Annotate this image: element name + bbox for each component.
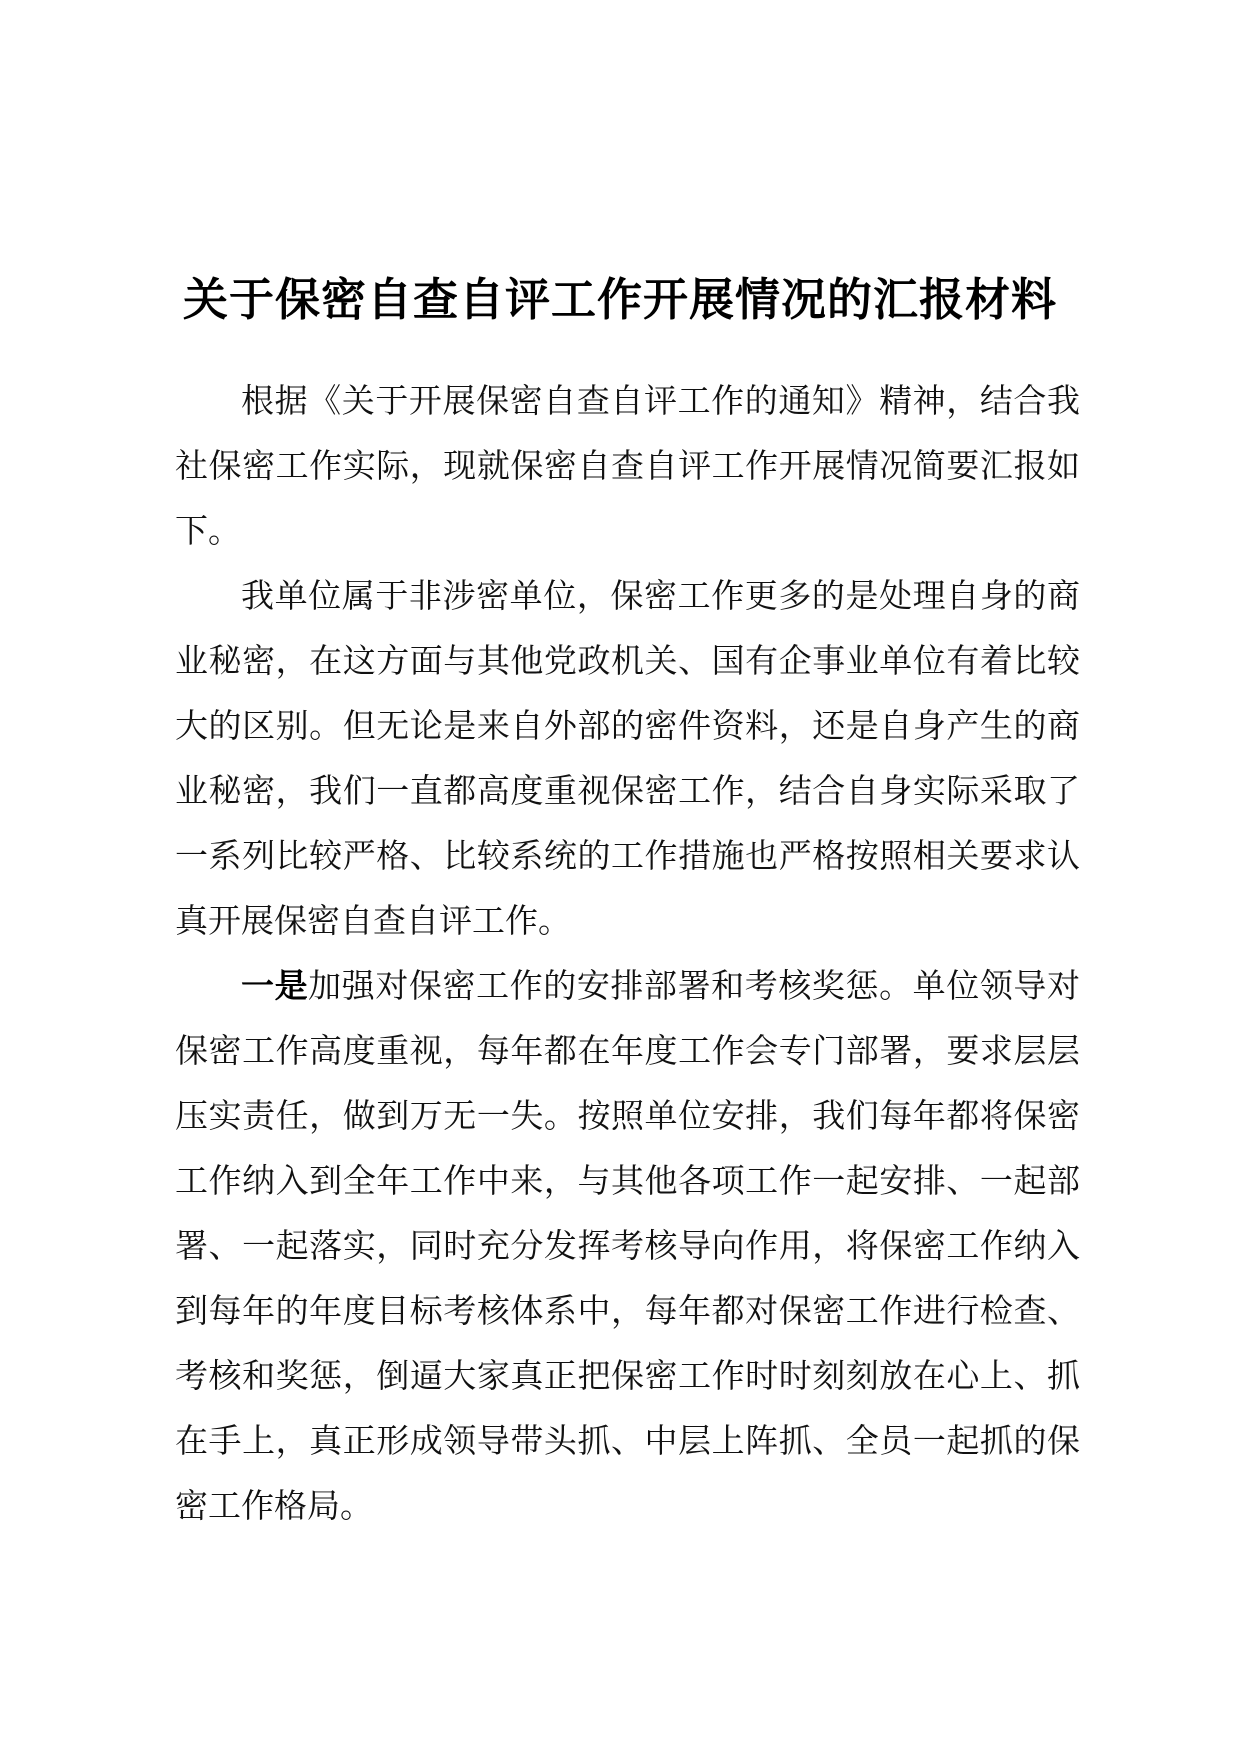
- document-body: [175, 368, 1080, 1538]
- paragraph-intro: [175, 368, 1080, 563]
- document-title: 关于保密自查自评工作开展情况的汇报材料: [182, 273, 1057, 326]
- paragraph-lead: 一是: [241, 966, 309, 1005]
- paragraph-text: 我单位属于非涉密单位，保密工作更多的是处理自身的商业秘密，在这方面与其他党政机关、国有企事业单位有着比较大的区别。但无论是来自外部的密件资料，还是自身产生的商业秘密，我们一直都高度重视保密工作，结合自身实际采取了一系列比较严格、比较系统的工作措施也严格按照相关要求认真开展保密自查自评工作。: [175, 576, 1080, 940]
- paragraph-point-one: [175, 953, 1080, 1538]
- paragraph-text: 根据《关于开展保密自查自评工作的通知》精神，结合我社保密工作实际，现就保密自查自评工作开展情况简要汇报如下。: [175, 381, 1080, 550]
- paragraph-background: [175, 563, 1080, 953]
- paragraph-text: 加强对保密工作的安排部署和考核奖惩。单位领导对保密工作高度重视，每年都在年度工作会专门部署，要求层层压实责任，做到万无一失。按照单位安排，我们每年都将保密工作纳入到全年工作中来，与其他各项工作一起安排、一起部署、一起落实，同时充分发挥考核导向作用，将保密工作纳入到每年的年度目标考核体系中，每年都对保密工作进行检查、考核和奖惩，倒逼大家真正把保密工作时时刻刻放在心上、抓在手上，真正形成领导带头抓、中层上阵抓、全员一起抓的保密工作格局。: [175, 966, 1081, 1525]
